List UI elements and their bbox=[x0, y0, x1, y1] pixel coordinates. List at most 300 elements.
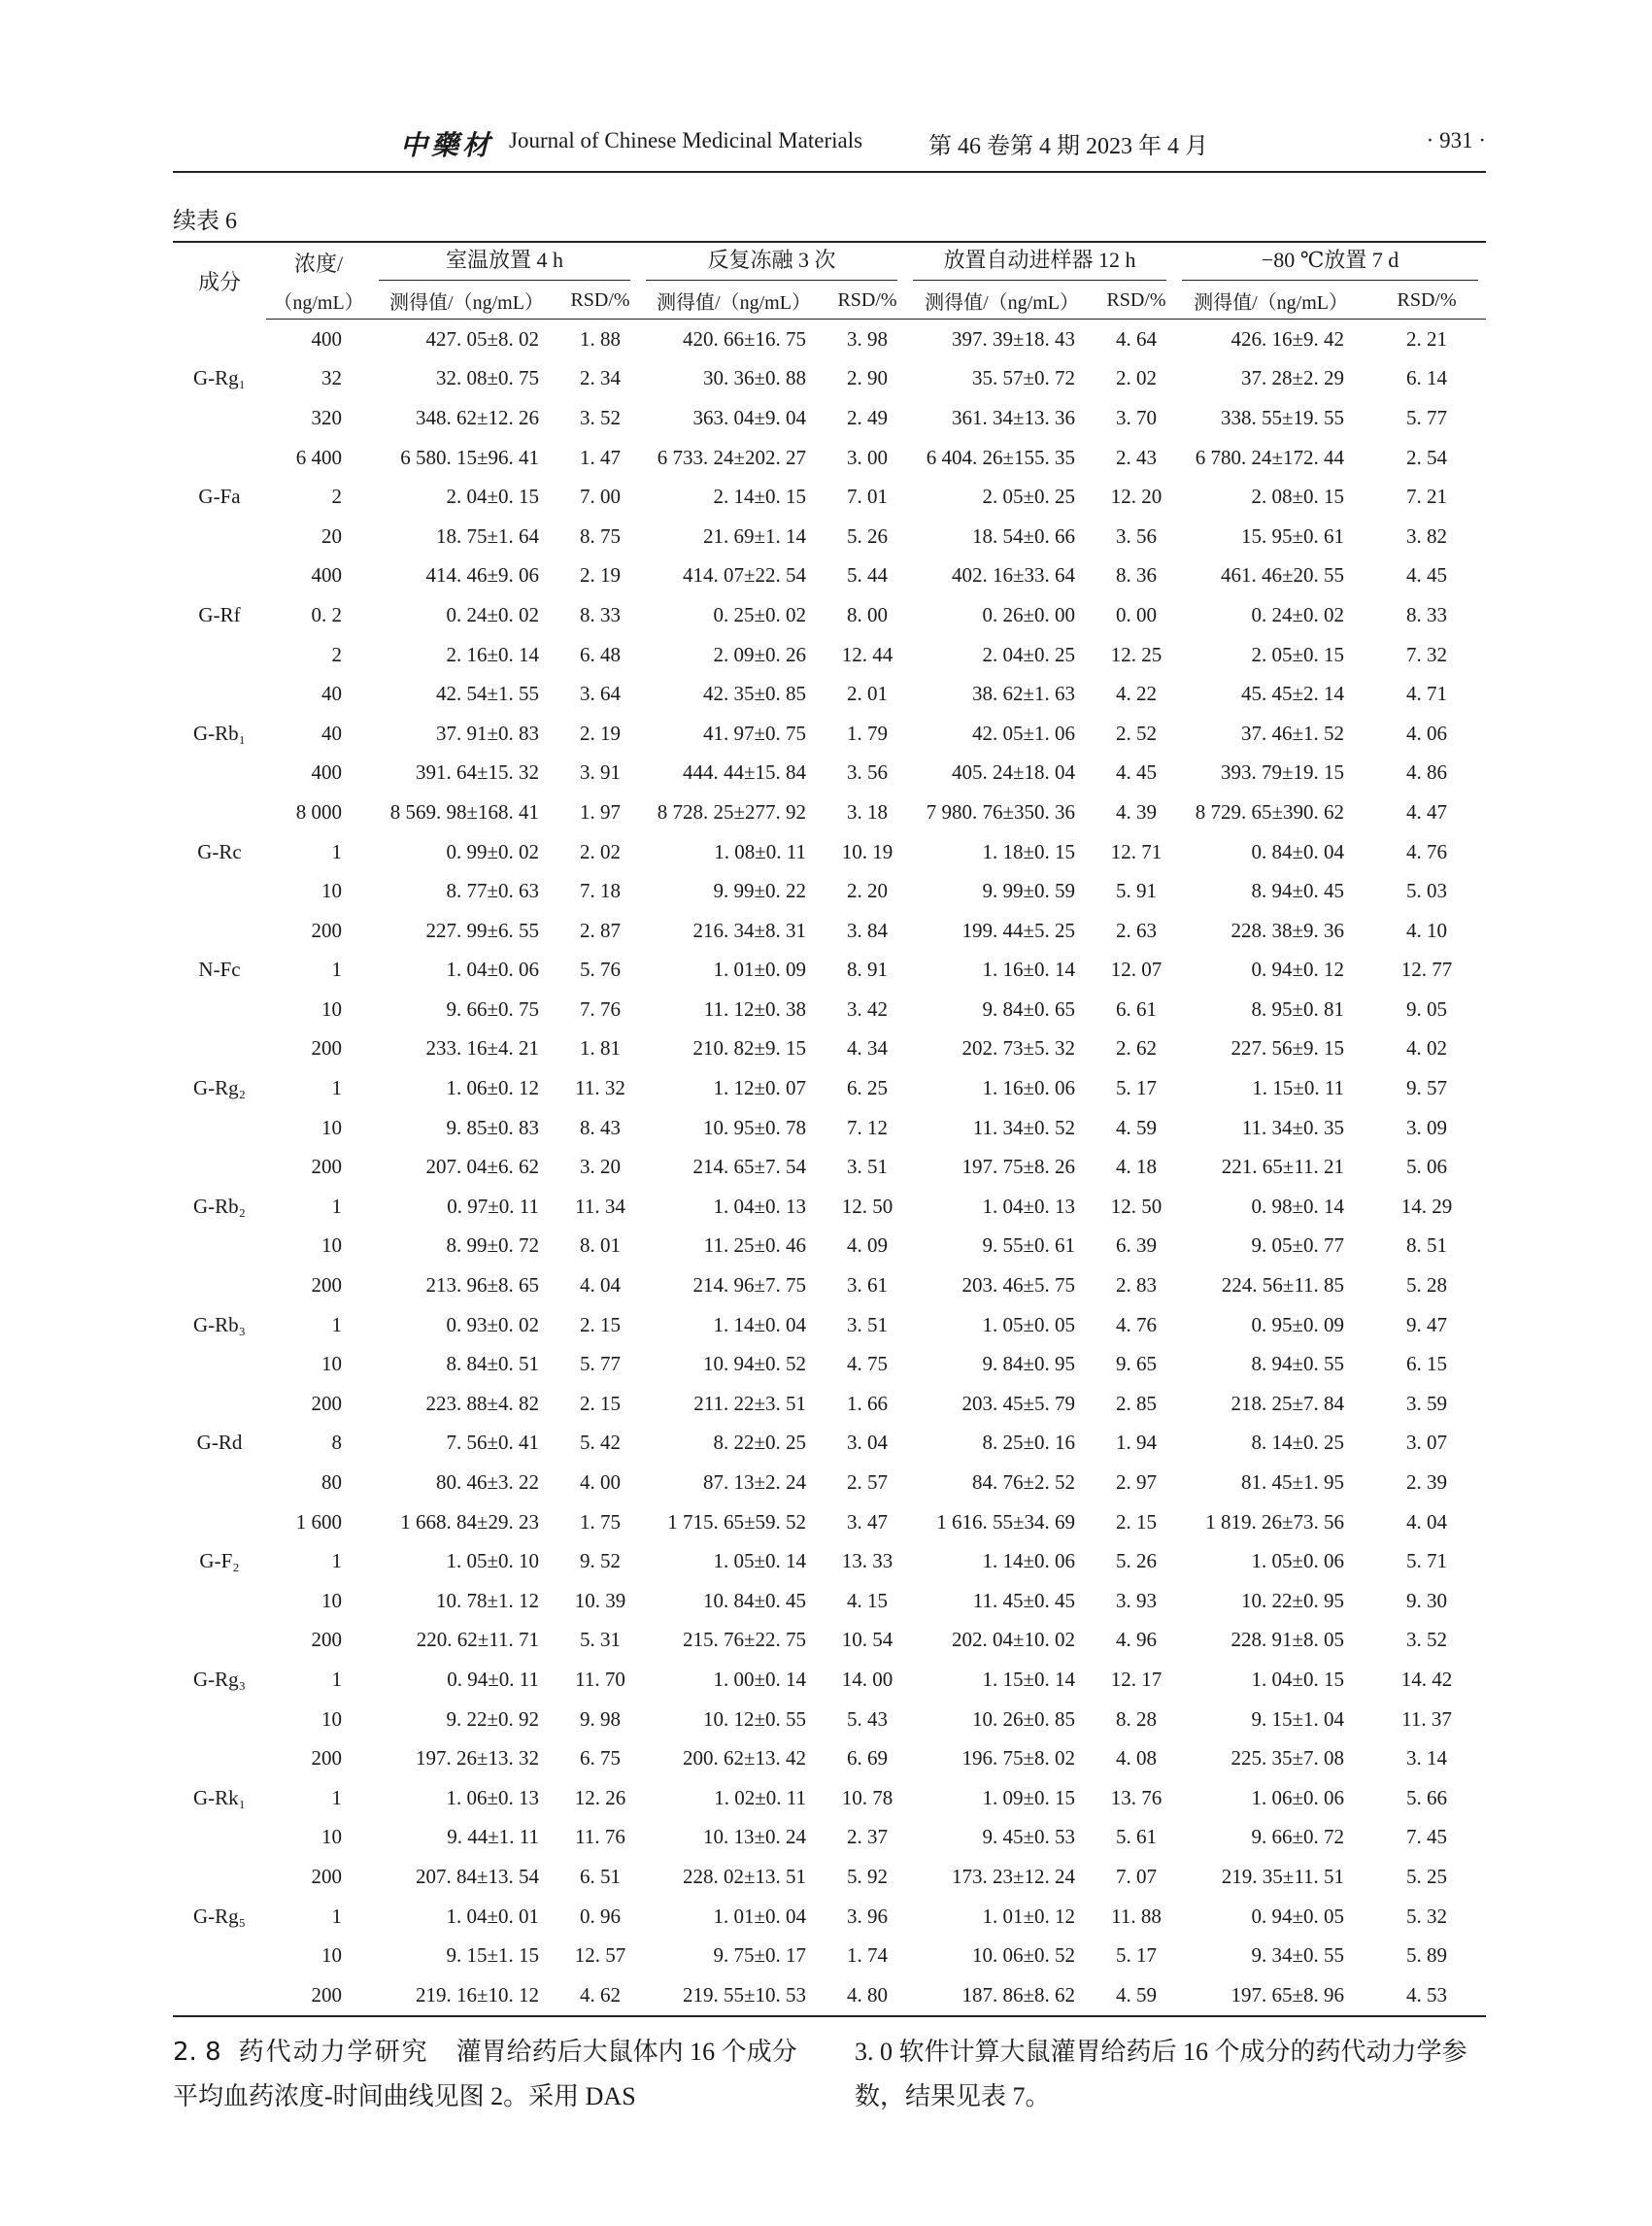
cell-measured: 216. 34±8. 31 bbox=[692, 918, 807, 942]
cell-rsd: 3. 09 bbox=[1406, 1115, 1448, 1139]
cell-rsd: 8. 91 bbox=[847, 958, 889, 982]
cell-measured: 10. 94±0. 52 bbox=[702, 1352, 807, 1376]
col-component: 成分 bbox=[197, 269, 241, 294]
table-row bbox=[173, 1029, 1486, 1069]
cell-rsd: 2. 19 bbox=[580, 721, 621, 745]
cell-measured: 1. 01±0. 09 bbox=[713, 958, 807, 982]
cell-rsd: 2. 02 bbox=[580, 839, 621, 863]
cell-rsd: 6. 61 bbox=[1116, 996, 1158, 1021]
cell-rsd: 3. 93 bbox=[1116, 1588, 1158, 1612]
cell-rsd: 2. 49 bbox=[847, 405, 889, 429]
cell-measured: 8. 22±0. 25 bbox=[713, 1431, 807, 1455]
cell-rsd: 12. 50 bbox=[1110, 1194, 1163, 1218]
cell-rsd: 12. 71 bbox=[1110, 839, 1163, 863]
cell-concentration: 80 bbox=[321, 1470, 342, 1495]
table-row bbox=[173, 951, 1486, 991]
cell-concentration: 8 bbox=[331, 1431, 342, 1455]
cell-rsd: 6. 39 bbox=[1116, 1233, 1158, 1258]
paragraph-right bbox=[855, 2030, 1486, 2119]
cell-rsd: 6. 48 bbox=[580, 642, 621, 666]
cell-rsd: 10. 39 bbox=[574, 1588, 626, 1612]
cell-rsd: 2. 15 bbox=[580, 1312, 621, 1336]
table-row bbox=[173, 398, 1486, 438]
cell-rsd: 8. 01 bbox=[580, 1233, 621, 1258]
cell-measured: 10. 12±0. 55 bbox=[702, 1706, 807, 1731]
table-row bbox=[173, 1344, 1486, 1384]
cell-measured: 38. 62±1. 63 bbox=[972, 682, 1076, 706]
cell-rsd: 2. 34 bbox=[580, 366, 621, 390]
cell-rsd: 4. 09 bbox=[847, 1233, 889, 1258]
table-row bbox=[173, 1660, 1486, 1700]
cell-component bbox=[173, 1108, 266, 1148]
cell-rsd: 13. 33 bbox=[841, 1549, 893, 1573]
cell-rsd: 5. 92 bbox=[847, 1864, 889, 1888]
cell-component bbox=[173, 1738, 266, 1778]
cell-concentration: 200 bbox=[311, 1391, 342, 1415]
table-row bbox=[173, 1857, 1486, 1897]
cell-component: G-Rg₂ bbox=[193, 1076, 246, 1100]
cell-rsd: 3. 42 bbox=[847, 996, 889, 1021]
cell-measured: 0. 95±0. 09 bbox=[1251, 1312, 1345, 1336]
cell-measured: 218. 25±7. 84 bbox=[1231, 1391, 1345, 1415]
cell-measured: 30. 36±0. 88 bbox=[702, 366, 807, 390]
cell-component bbox=[173, 517, 266, 556]
cell-rsd: 4. 76 bbox=[1116, 1312, 1158, 1336]
cell-measured: 80. 46±3. 22 bbox=[435, 1470, 539, 1495]
cell-rsd: 4. 59 bbox=[1116, 1982, 1158, 2007]
cell-concentration: 8 000 bbox=[295, 799, 342, 824]
paragraph-left bbox=[173, 2030, 804, 2119]
cell-measured: 81. 45±1. 95 bbox=[1241, 1470, 1345, 1495]
cell-component: G-Rg₅ bbox=[193, 1904, 246, 1928]
section-title: 药代动力学研究 bbox=[238, 2038, 429, 2066]
cell-measured: 8. 99±0. 72 bbox=[446, 1233, 539, 1258]
cell-rsd: 12. 44 bbox=[841, 642, 893, 666]
cell-concentration: 1 bbox=[331, 1785, 342, 1809]
cell-measured: 8. 95±0. 81 bbox=[1251, 996, 1345, 1021]
cell-measured: 224. 56±11. 85 bbox=[1221, 1273, 1345, 1298]
cell-measured: 37. 91±0. 83 bbox=[435, 721, 539, 745]
cell-rsd: 2. 39 bbox=[1406, 1470, 1448, 1495]
cell-measured: 426. 16±9. 42 bbox=[1231, 326, 1345, 351]
cell-concentration: 400 bbox=[311, 760, 342, 785]
cell-measured: 9. 15±1. 04 bbox=[1251, 1706, 1345, 1731]
issue-info: 第 46 卷第 4 期 2023 年 4 月 bbox=[928, 134, 1208, 159]
cell-measured: 1. 06±0. 12 bbox=[446, 1076, 539, 1100]
cell-rsd: 12. 07 bbox=[1110, 958, 1163, 982]
table-row bbox=[173, 1305, 1486, 1345]
cell-rsd: 12. 50 bbox=[841, 1194, 893, 1218]
cell-rsd: 10. 78 bbox=[841, 1785, 893, 1809]
cell-measured: 0. 94±0. 05 bbox=[1251, 1904, 1345, 1928]
cell-measured: 1. 01±0. 12 bbox=[982, 1904, 1076, 1928]
cell-concentration: 1 bbox=[331, 1312, 342, 1336]
cell-measured: 173. 23±12. 24 bbox=[952, 1864, 1076, 1888]
cell-concentration: 200 bbox=[311, 1746, 342, 1771]
cell-concentration: 200 bbox=[311, 1273, 342, 1298]
cell-rsd: 5. 76 bbox=[580, 958, 621, 982]
cell-measured: 1 715. 65±59. 52 bbox=[667, 1509, 807, 1534]
cell-component bbox=[173, 754, 266, 793]
cell-measured: 220. 62±11. 71 bbox=[416, 1628, 539, 1652]
cell-rsd: 12. 25 bbox=[1110, 642, 1163, 666]
cell-rsd: 11. 34 bbox=[575, 1194, 625, 1218]
cell-rsd: 5. 31 bbox=[580, 1628, 621, 1652]
cell-rsd: 14. 42 bbox=[1400, 1667, 1453, 1691]
cell-component bbox=[173, 1344, 266, 1384]
cell-rsd: 7. 07 bbox=[1116, 1864, 1158, 1888]
cell-measured: 397. 39±18. 43 bbox=[952, 326, 1076, 351]
cell-concentration: 200 bbox=[311, 1982, 342, 2007]
cell-component bbox=[173, 1227, 266, 1266]
cell-concentration: 1 bbox=[331, 1076, 342, 1100]
cell-measured: 87. 13±2. 24 bbox=[702, 1470, 807, 1495]
cell-measured: 228. 91±8. 05 bbox=[1231, 1628, 1345, 1652]
cell-measured: 6 733. 24±202. 27 bbox=[657, 445, 807, 469]
cell-rsd: 3. 52 bbox=[1406, 1628, 1448, 1652]
cell-measured: 219. 35±11. 51 bbox=[1221, 1864, 1345, 1888]
cell-rsd: 9. 57 bbox=[1406, 1076, 1448, 1100]
subhead-measured: 测得值/（ng/mL） bbox=[1174, 282, 1367, 320]
cell-rsd: 3. 98 bbox=[847, 326, 889, 351]
cell-rsd: 8. 75 bbox=[580, 523, 621, 548]
cell-component bbox=[173, 1857, 266, 1897]
subhead-measured: 测得值/（ng/mL） bbox=[371, 282, 562, 320]
cell-concentration: 10 bbox=[321, 1115, 342, 1139]
cell-rsd: 3. 91 bbox=[580, 760, 621, 785]
cell-measured: 0. 25±0. 02 bbox=[713, 602, 807, 626]
table-row bbox=[173, 1778, 1486, 1818]
cell-measured: 2. 04±0. 15 bbox=[446, 485, 539, 509]
subhead-rsd: RSD/% bbox=[562, 282, 638, 320]
cell-concentration: 400 bbox=[311, 326, 342, 351]
cell-measured: 9. 85±0. 83 bbox=[446, 1115, 539, 1139]
cell-rsd: 6. 25 bbox=[847, 1076, 889, 1100]
cell-concentration: 40 bbox=[321, 682, 342, 706]
cell-measured: 1. 04±0. 01 bbox=[446, 1904, 539, 1928]
cell-rsd: 4. 02 bbox=[1406, 1036, 1448, 1061]
cell-measured: 461. 46±20. 55 bbox=[1221, 563, 1345, 588]
table-row bbox=[173, 1068, 1486, 1108]
cell-measured: 8. 94±0. 45 bbox=[1251, 879, 1345, 903]
cell-measured: 9. 84±0. 65 bbox=[982, 996, 1076, 1021]
table-row bbox=[173, 793, 1486, 832]
cell-measured: 1. 04±0. 13 bbox=[713, 1194, 807, 1218]
cell-measured: 361. 34±13. 36 bbox=[952, 405, 1076, 429]
table-row bbox=[173, 359, 1486, 399]
cell-rsd: 5. 06 bbox=[1406, 1155, 1448, 1179]
cell-rsd: 2. 43 bbox=[1116, 445, 1158, 469]
cell-rsd: 3. 82 bbox=[1406, 523, 1448, 548]
cell-rsd: 11. 76 bbox=[575, 1825, 625, 1849]
cell-rsd: 7. 21 bbox=[1406, 485, 1448, 509]
cell-measured: 227. 56±9. 15 bbox=[1231, 1036, 1345, 1061]
cell-rsd: 11. 88 bbox=[1111, 1904, 1162, 1928]
cell-measured: 1 668. 84±29. 23 bbox=[400, 1509, 539, 1534]
cell-measured: 8. 94±0. 55 bbox=[1251, 1352, 1345, 1376]
cell-component: G-Rg₃ bbox=[193, 1667, 246, 1691]
table-row bbox=[173, 1581, 1486, 1621]
cell-rsd: 1. 75 bbox=[580, 1509, 621, 1534]
cell-rsd: 3. 70 bbox=[1116, 405, 1158, 429]
cell-rsd: 2. 90 bbox=[847, 366, 889, 390]
cell-rsd: 2. 57 bbox=[847, 1470, 889, 1495]
cell-component bbox=[173, 1029, 266, 1069]
cell-concentration: 10 bbox=[321, 996, 342, 1021]
cell-measured: 1. 04±0. 15 bbox=[1251, 1667, 1345, 1691]
cell-rsd: 3. 96 bbox=[847, 1904, 889, 1928]
cell-rsd: 5. 77 bbox=[1406, 405, 1448, 429]
cell-measured: 7 980. 76±350. 36 bbox=[926, 799, 1076, 824]
cell-rsd: 8. 33 bbox=[580, 602, 621, 626]
table-row bbox=[173, 1187, 1486, 1227]
cell-concentration: 10 bbox=[321, 1943, 342, 1968]
cell-measured: 1. 05±0. 05 bbox=[982, 1312, 1076, 1336]
cell-rsd: 2. 37 bbox=[847, 1825, 889, 1849]
cell-rsd: 3. 56 bbox=[847, 760, 889, 785]
cell-measured: 2. 08±0. 15 bbox=[1251, 485, 1345, 509]
cell-measured: 2. 05±0. 15 bbox=[1251, 642, 1345, 666]
table-row bbox=[173, 438, 1486, 478]
cell-measured: 0. 26±0. 00 bbox=[982, 602, 1076, 626]
cell-rsd: 8. 43 bbox=[580, 1115, 621, 1139]
cell-measured: 10. 13±0. 24 bbox=[702, 1825, 807, 1849]
cell-rsd: 12. 17 bbox=[1110, 1667, 1163, 1691]
cell-concentration: 200 bbox=[311, 1864, 342, 1888]
cell-measured: 0. 93±0. 02 bbox=[446, 1312, 539, 1336]
cell-rsd: 9. 65 bbox=[1116, 1352, 1158, 1376]
cell-rsd: 9. 52 bbox=[580, 1549, 621, 1573]
cell-measured: 2. 09±0. 26 bbox=[713, 642, 807, 666]
cell-rsd: 5. 44 bbox=[847, 563, 889, 588]
cell-component bbox=[173, 320, 266, 359]
cell-measured: 18. 75±1. 64 bbox=[435, 523, 539, 548]
table-row bbox=[173, 595, 1486, 635]
cell-measured: 1. 16±0. 14 bbox=[982, 958, 1076, 982]
cell-concentration: 200 bbox=[311, 918, 342, 942]
cell-measured: 9. 22±0. 92 bbox=[446, 1706, 539, 1731]
cell-rsd: 2. 63 bbox=[1116, 918, 1158, 942]
table-row bbox=[173, 1147, 1486, 1187]
cell-measured: 1. 14±0. 06 bbox=[982, 1549, 1076, 1573]
cell-rsd: 2. 02 bbox=[1116, 366, 1158, 390]
cell-rsd: 5. 26 bbox=[847, 523, 889, 548]
cell-rsd: 1. 97 bbox=[580, 799, 621, 824]
cell-concentration: 1 bbox=[331, 1549, 342, 1573]
cell-concentration: 10 bbox=[321, 879, 342, 903]
cell-measured: 8 728. 25±277. 92 bbox=[657, 799, 807, 824]
cell-measured: 221. 65±11. 21 bbox=[1221, 1155, 1345, 1179]
col-concentration: 浓度/ bbox=[293, 251, 344, 276]
cell-measured: 42. 54±1. 55 bbox=[435, 682, 539, 706]
table-row bbox=[173, 1384, 1486, 1424]
cell-rsd: 3. 18 bbox=[847, 799, 889, 824]
table-row bbox=[173, 1621, 1486, 1661]
table-row bbox=[173, 1227, 1486, 1266]
cell-measured: 11. 34±0. 52 bbox=[972, 1115, 1076, 1139]
section-number: 2. 8 bbox=[173, 2038, 221, 2067]
cell-measured: 405. 24±18. 04 bbox=[952, 760, 1076, 785]
cell-rsd: 3. 64 bbox=[580, 682, 621, 706]
cell-measured: 1. 14±0. 04 bbox=[713, 1312, 807, 1336]
cell-rsd: 7. 12 bbox=[847, 1115, 889, 1139]
cell-measured: 444. 44±15. 84 bbox=[682, 760, 807, 785]
cell-component bbox=[173, 1936, 266, 1975]
cell-rsd: 3. 51 bbox=[847, 1155, 889, 1179]
cell-rsd: 8. 33 bbox=[1406, 602, 1448, 626]
cell-rsd: 5. 89 bbox=[1406, 1943, 1448, 1968]
table-row bbox=[173, 1975, 1486, 2016]
cell-concentration: 200 bbox=[311, 1036, 342, 1061]
cell-rsd: 3. 20 bbox=[580, 1155, 621, 1179]
cell-measured: 213. 96±8. 65 bbox=[425, 1273, 539, 1298]
cell-rsd: 8. 28 bbox=[1116, 1706, 1158, 1731]
cell-rsd: 4. 53 bbox=[1406, 1982, 1448, 2007]
cell-rsd: 4. 04 bbox=[580, 1273, 621, 1298]
cell-rsd: 2. 01 bbox=[847, 682, 889, 706]
cell-rsd: 5. 32 bbox=[1406, 1904, 1448, 1928]
cell-measured: 199. 44±5. 25 bbox=[961, 918, 1076, 942]
cell-measured: 8. 25±0. 16 bbox=[982, 1431, 1076, 1455]
cell-rsd: 5. 61 bbox=[1116, 1825, 1158, 1849]
cell-rsd: 12. 77 bbox=[1400, 958, 1453, 982]
cell-measured: 414. 07±22. 54 bbox=[682, 563, 807, 588]
cell-component bbox=[173, 1463, 266, 1502]
journal-name-cn: 中藥材 bbox=[400, 131, 494, 161]
table-row bbox=[173, 1700, 1486, 1739]
cell-measured: 0. 84±0. 04 bbox=[1251, 839, 1345, 863]
cell-rsd: 4. 62 bbox=[580, 1982, 621, 2007]
table-row bbox=[173, 714, 1486, 754]
cell-rsd: 1. 74 bbox=[847, 1943, 889, 1968]
cell-measured: 233. 16±4. 21 bbox=[425, 1036, 539, 1061]
cell-rsd: 5. 17 bbox=[1116, 1076, 1158, 1100]
cell-measured: 187. 86±8. 62 bbox=[961, 1982, 1076, 2007]
cell-measured: 214. 65±7. 54 bbox=[692, 1155, 807, 1179]
cell-measured: 228. 02±13. 51 bbox=[682, 1864, 807, 1888]
group-room-temp-label: 室温放置 4 h bbox=[379, 244, 630, 281]
page-header bbox=[173, 124, 1486, 163]
cell-measured: 1 819. 26±73. 56 bbox=[1205, 1509, 1345, 1534]
table-row bbox=[173, 1738, 1486, 1778]
subhead-measured: 测得值/（ng/mL） bbox=[638, 282, 829, 320]
cell-rsd: 9. 47 bbox=[1406, 1312, 1448, 1336]
cell-rsd: 4. 71 bbox=[1406, 682, 1448, 706]
cell-concentration: 10 bbox=[321, 1233, 342, 1258]
cell-component bbox=[173, 1581, 266, 1621]
table-row bbox=[173, 1936, 1486, 1975]
cell-rsd: 3. 04 bbox=[847, 1431, 889, 1455]
cell-rsd: 5. 77 bbox=[580, 1352, 621, 1376]
paragraph-text: 3. 0 软件计算大鼠灌胃给药后 16 个成分的药代动力学参数，结果见表 7。 bbox=[855, 2038, 1467, 2110]
cell-measured: 9. 75±0. 17 bbox=[713, 1943, 807, 1968]
cell-rsd: 2. 20 bbox=[847, 879, 889, 903]
cell-measured: 202. 73±5. 32 bbox=[961, 1036, 1076, 1061]
cell-measured: 227. 99±6. 55 bbox=[425, 918, 539, 942]
cell-measured: 9. 99±0. 22 bbox=[713, 879, 807, 903]
cell-measured: 1. 05±0. 06 bbox=[1251, 1549, 1345, 1573]
group-autosampler-label: 放置自动进样器 12 h bbox=[913, 244, 1166, 281]
cell-component: G-Rd bbox=[196, 1431, 243, 1455]
cell-measured: 10. 22±0. 95 bbox=[1241, 1588, 1345, 1612]
cell-component: G-Rc bbox=[197, 839, 242, 863]
cell-concentration: 10 bbox=[321, 1588, 342, 1612]
cell-rsd: 4. 86 bbox=[1406, 760, 1448, 785]
cell-rsd: 6. 69 bbox=[847, 1746, 889, 1771]
cell-rsd: 2. 21 bbox=[1406, 326, 1448, 351]
cell-component bbox=[173, 1700, 266, 1739]
group-minus80 bbox=[1174, 242, 1486, 282]
cell-measured: 1. 15±0. 14 bbox=[982, 1667, 1076, 1691]
cell-rsd: 5. 03 bbox=[1406, 879, 1448, 903]
cell-rsd: 4. 96 bbox=[1116, 1628, 1158, 1652]
cell-rsd: 3. 07 bbox=[1406, 1431, 1448, 1455]
cell-rsd: 4. 75 bbox=[847, 1352, 889, 1376]
cell-rsd: 1. 66 bbox=[847, 1391, 889, 1415]
header-rule bbox=[173, 171, 1486, 173]
cell-measured: 42. 35±0. 85 bbox=[702, 682, 807, 706]
cell-measured: 211. 22±3. 51 bbox=[693, 1391, 807, 1415]
cell-measured: 10. 84±0. 45 bbox=[702, 1588, 807, 1612]
cell-rsd: 3. 51 bbox=[847, 1312, 889, 1336]
cell-measured: 223. 88±4. 82 bbox=[425, 1391, 539, 1415]
cell-rsd: 12. 26 bbox=[574, 1785, 626, 1809]
cell-rsd: 5. 71 bbox=[1406, 1549, 1448, 1573]
cell-measured: 10. 78±1. 12 bbox=[435, 1588, 539, 1612]
cell-measured: 2. 14±0. 15 bbox=[713, 485, 807, 509]
cell-measured: 207. 84±13. 54 bbox=[415, 1864, 539, 1888]
cell-measured: 1. 05±0. 14 bbox=[713, 1549, 807, 1573]
cell-concentration: 200 bbox=[311, 1628, 342, 1652]
cell-concentration: 6 400 bbox=[295, 445, 342, 469]
cell-measured: 1. 16±0. 06 bbox=[982, 1076, 1076, 1100]
cell-measured: 9. 84±0. 95 bbox=[982, 1352, 1076, 1376]
cell-component bbox=[173, 911, 266, 951]
cell-measured: 200. 62±13. 42 bbox=[682, 1746, 807, 1771]
cell-measured: 6 580. 15±96. 41 bbox=[400, 445, 539, 469]
cell-component bbox=[173, 398, 266, 438]
cell-measured: 7. 56±0. 41 bbox=[446, 1431, 539, 1455]
table-row bbox=[173, 556, 1486, 596]
table-row bbox=[173, 754, 1486, 793]
cell-rsd: 4. 45 bbox=[1406, 563, 1448, 588]
cell-measured: 10. 06±0. 52 bbox=[972, 1943, 1076, 1968]
table-row bbox=[173, 320, 1486, 359]
cell-rsd: 1. 81 bbox=[580, 1036, 621, 1061]
cell-measured: 203. 46±5. 75 bbox=[961, 1273, 1076, 1298]
cell-measured: 0. 94±0. 11 bbox=[447, 1667, 539, 1691]
cell-measured: 1. 18±0. 15 bbox=[982, 839, 1076, 863]
cell-rsd: 7. 01 bbox=[847, 485, 889, 509]
cell-rsd: 0. 96 bbox=[580, 1904, 621, 1928]
cell-component bbox=[173, 871, 266, 911]
cell-rsd: 5. 25 bbox=[1406, 1864, 1448, 1888]
cell-measured: 41. 97±0. 75 bbox=[702, 721, 807, 745]
cell-measured: 8. 14±0. 25 bbox=[1251, 1431, 1345, 1455]
cell-rsd: 12. 20 bbox=[1110, 485, 1163, 509]
cell-rsd: 2. 52 bbox=[1116, 721, 1158, 745]
cell-measured: 1. 06±0. 06 bbox=[1251, 1785, 1345, 1809]
cell-rsd: 12. 57 bbox=[574, 1943, 626, 1968]
page-number: · 931 · bbox=[1426, 128, 1486, 152]
cell-rsd: 4. 64 bbox=[1116, 326, 1158, 351]
cell-concentration: 2 bbox=[331, 485, 342, 509]
cell-measured: 420. 66±16. 75 bbox=[682, 326, 807, 351]
cell-measured: 1. 08±0. 11 bbox=[714, 839, 807, 863]
cell-rsd: 4. 47 bbox=[1406, 799, 1448, 824]
cell-rsd: 4. 45 bbox=[1116, 760, 1158, 785]
cell-rsd: 3. 52 bbox=[580, 405, 621, 429]
